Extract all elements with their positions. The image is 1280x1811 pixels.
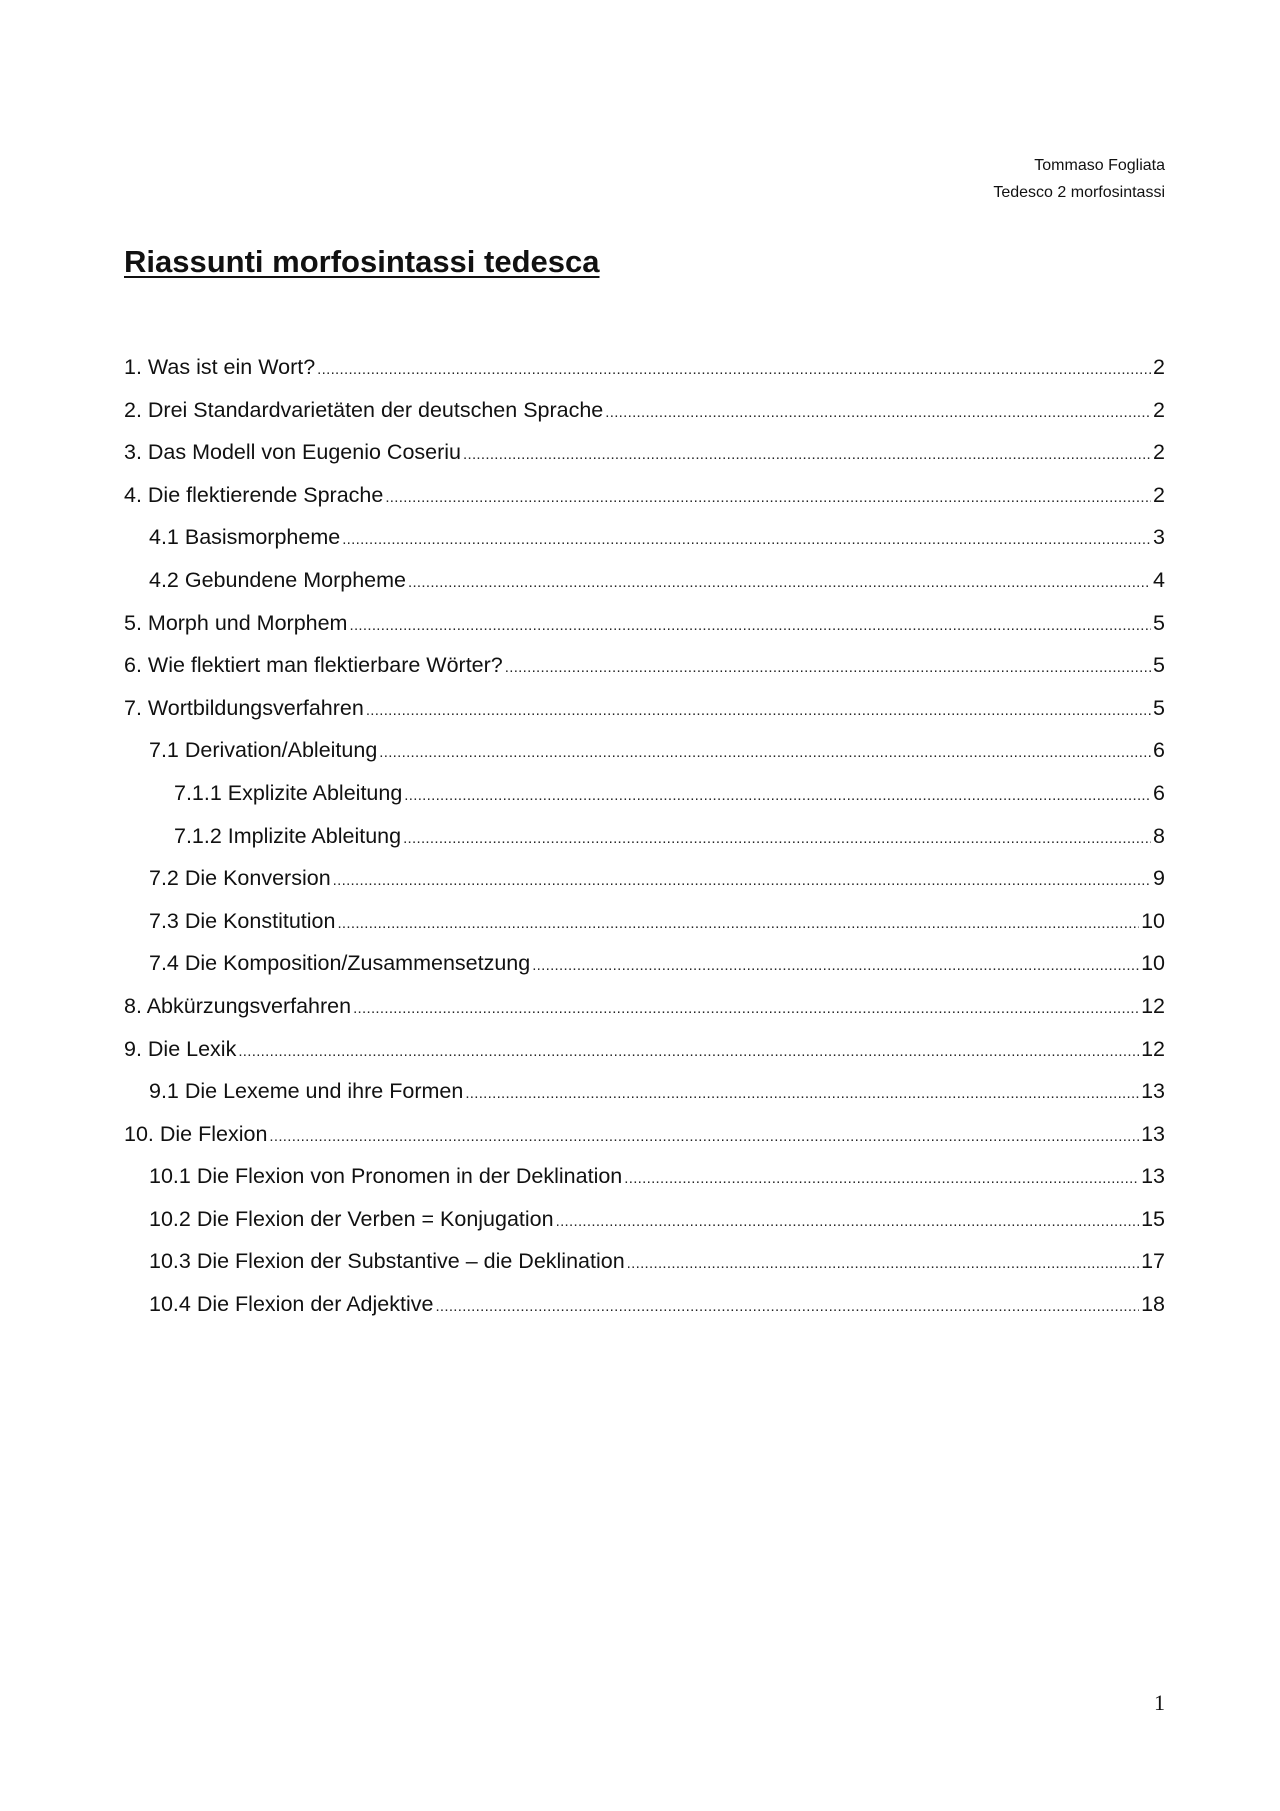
toc-entry[interactable] [124,738,1165,781]
toc-entry-page: 13 [1141,1164,1165,1189]
toc-dot-leader [465,1085,1139,1102]
toc-entry[interactable] [124,1292,1165,1335]
toc-entry[interactable] [124,1037,1165,1080]
toc-entry[interactable] [124,824,1165,867]
toc-entry-title: 7.2 Die Konversion [149,866,331,891]
toc-entry-page: 3 [1153,525,1165,550]
toc-dot-leader [342,531,1151,548]
toc-entry[interactable] [124,653,1165,696]
toc-dot-leader [404,787,1151,804]
toc-dot-leader [269,1128,1139,1145]
toc-entry-title: 7.1 Derivation/Ableitung [149,738,378,763]
toc-dot-leader [353,1000,1139,1017]
toc-entry-page: 5 [1153,610,1165,635]
toc-entry[interactable] [124,951,1165,994]
toc-dot-leader [379,744,1151,761]
toc-entry-title: 10.1 Die Flexion von Pronomen in der Deklination [149,1164,623,1189]
toc-entry-title: 4.1 Basismorpheme [149,525,341,550]
toc-entry-title: 2. Drei Standardvarietäten der deutschen Sprache [124,397,604,422]
toc-entry-page: 12 [1141,993,1165,1018]
toc-entry-title: 7.3 Die Konstitution [149,908,336,933]
toc-entry[interactable] [124,483,1165,526]
toc-entry-page: 2 [1153,397,1165,422]
toc-entry-title: 4. Die flektierende Sprache [124,482,384,507]
toc-entry-page: 5 [1153,695,1165,720]
toc-entry-page: 13 [1141,1121,1165,1146]
toc-entry-page: 10 [1141,908,1165,933]
toc-entry[interactable] [124,398,1165,441]
page-number: 1 [1154,1690,1165,1715]
toc-entry-page: 5 [1153,653,1165,678]
toc-entry-title: 8. Abkürzungsverfahren [124,993,352,1018]
toc-entry-title: 4.2 Gebundene Morpheme [149,567,406,592]
toc-entry-page: 13 [1141,1079,1165,1104]
toc-dot-leader [337,915,1139,932]
toc-entry-page: 2 [1153,482,1165,507]
document-title: Riassunti morfosintassi tedesca [124,244,600,279]
header-author: Tommaso Fogliata [1034,157,1165,174]
toc-entry-page: 10 [1141,951,1165,976]
toc-entry-title: 3. Das Modell von Eugenio Coseriu [124,440,462,465]
toc-entry-title: 7.4 Die Komposition/Zusammensetzung [149,951,531,976]
toc-entry[interactable] [124,866,1165,909]
toc-entry-page: 12 [1141,1036,1165,1061]
table-of-contents [124,355,1165,1335]
toc-entry[interactable] [124,1249,1165,1292]
toc-entry-page: 9 [1153,866,1165,891]
toc-entry-title: 1. Was ist ein Wort? [124,355,316,379]
toc-dot-leader [556,1213,1139,1230]
toc-entry-page: 18 [1141,1292,1165,1317]
toc-entry-page: 6 [1153,738,1165,763]
toc-entry-title: 6. Wie flektiert man flektierbare Wörter? [124,653,503,678]
toc-entry-page: 17 [1141,1249,1165,1274]
toc-entry[interactable] [124,1207,1165,1250]
toc-dot-leader [408,574,1151,591]
toc-dot-leader [463,446,1151,463]
toc-entry-title: 10.3 Die Flexion der Substantive – die Deklination [149,1249,625,1274]
toc-entry-page: 4 [1153,567,1165,592]
toc-dot-leader [505,659,1151,676]
toc-dot-leader [385,489,1151,506]
toc-dot-leader [532,957,1139,974]
toc-entry-title: 10.2 Die Flexion der Verben = Konjugation [149,1206,554,1231]
toc-entry[interactable] [124,1164,1165,1207]
toc-entry[interactable] [124,355,1165,398]
toc-entry[interactable] [124,1122,1165,1165]
toc-dot-leader [403,830,1151,847]
toc-entry-title: 10.4 Die Flexion der Adjektive [149,1292,434,1317]
toc-dot-leader [605,404,1151,421]
toc-entry-page: 8 [1153,823,1165,848]
toc-entry-title: 5. Morph und Morphem [124,610,348,635]
toc-dot-leader [317,361,1151,378]
toc-entry-title: 7.1.1 Explizite Ableitung [174,780,403,805]
header-course: Tedesco 2 morfosintassi [993,184,1165,201]
toc-entry[interactable] [124,994,1165,1037]
toc-entry[interactable] [124,525,1165,568]
toc-dot-leader [349,617,1151,634]
toc-entry[interactable] [124,696,1165,739]
page-header [993,152,1165,206]
toc-dot-leader [238,1043,1139,1060]
toc-entry-page: 2 [1153,355,1165,379]
toc-entry-title: 7. Wortbildungsverfahren [124,695,364,720]
toc-dot-leader [435,1298,1139,1315]
toc-entry[interactable] [124,781,1165,824]
toc-dot-leader [333,872,1151,889]
toc-entry-title: 10. Die Flexion [124,1121,268,1146]
toc-entry[interactable] [124,568,1165,611]
toc-entry[interactable] [124,440,1165,483]
toc-entry-page: 6 [1153,780,1165,805]
toc-entry-title: 9.1 Die Lexeme und ihre Formen [149,1079,464,1104]
toc-entry-title: 9. Die Lexik [124,1036,237,1061]
toc-entry[interactable] [124,1079,1165,1122]
toc-entry-title: 7.1.2 Implizite Ableitung [174,823,402,848]
toc-entry[interactable] [124,611,1165,654]
toc-dot-leader [627,1255,1139,1272]
toc-dot-leader [624,1170,1139,1187]
toc-dot-leader [366,702,1151,719]
toc-entry-page: 2 [1153,440,1165,465]
toc-entry-page: 15 [1141,1206,1165,1231]
toc-entry[interactable] [124,909,1165,952]
